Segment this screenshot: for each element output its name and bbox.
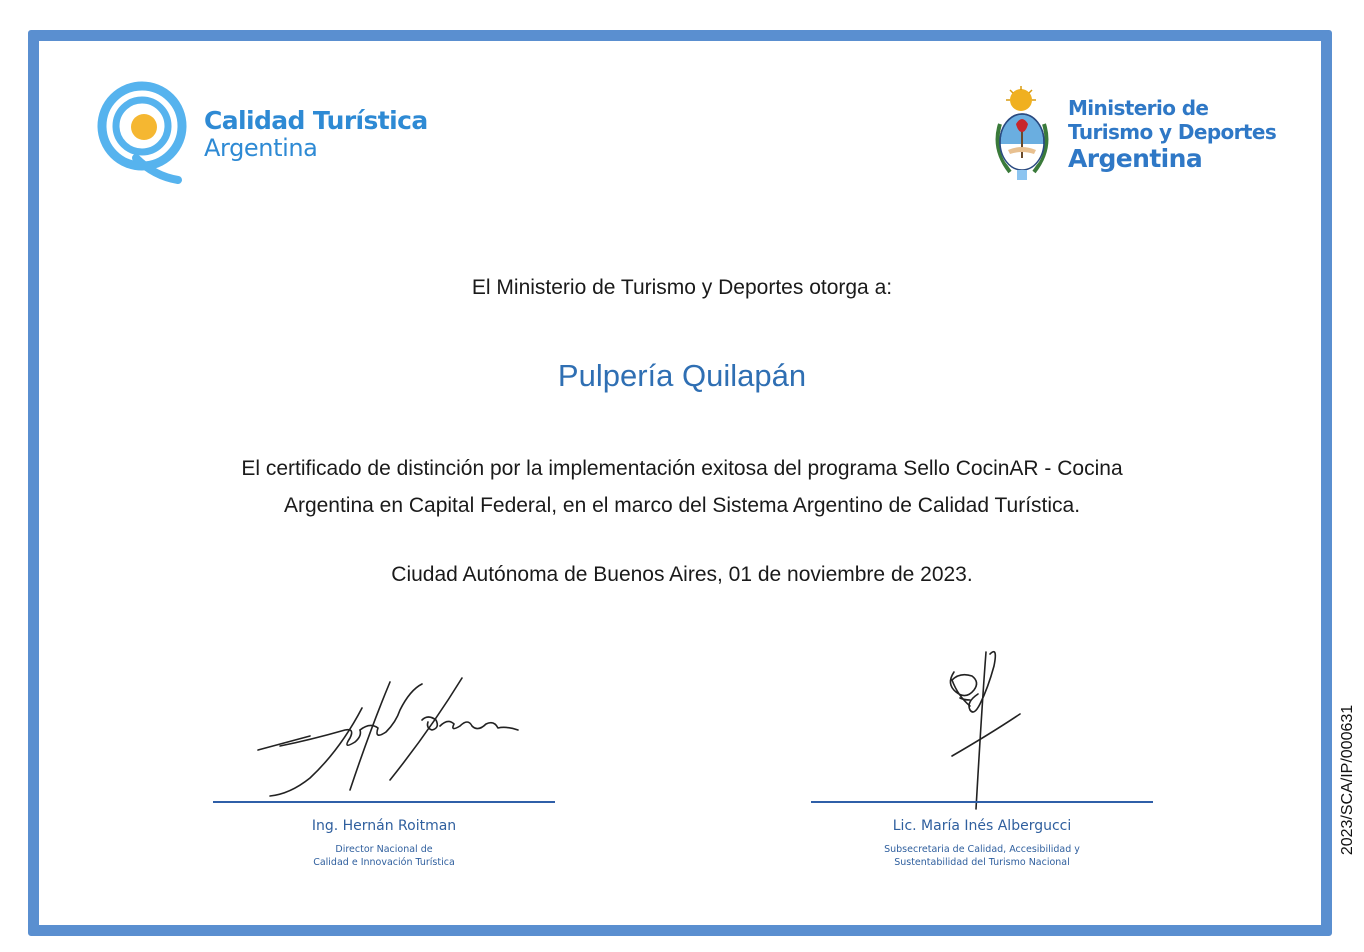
certificate-body-line1: El certificado de distinción por la implementación exitosa del programa Sello CocinAR - Cocina xyxy=(241,457,1123,480)
calidad-q-icon xyxy=(96,80,192,184)
certificate-body xyxy=(0,450,1364,524)
certificate-recipient: Pulpería Quilapán xyxy=(557,358,807,393)
signatory-name-right: Lic. María Inés Albergucci xyxy=(892,818,1072,834)
coat-of-arms-icon xyxy=(988,84,1058,184)
ministerio-logo-line3: Argentina xyxy=(1068,144,1203,173)
document-code-container xyxy=(1336,680,1360,880)
ministerio-logo-line1: Ministerio de xyxy=(1068,96,1209,120)
signatory-role-right xyxy=(811,843,1153,869)
signatory-role-left xyxy=(213,843,555,869)
calidad-logo-title: Calidad Turística xyxy=(204,106,428,135)
signature-albergucci xyxy=(930,644,1040,814)
signatory-role-right-line1: Subsecretaria de Calidad, Accesibilidad y xyxy=(884,844,1080,855)
signature-roitman xyxy=(250,670,530,805)
certificate-intro: El Ministerio de Turismo y Deportes otorga a: xyxy=(471,276,893,299)
signatory-role-left-line2: Calidad e Innovación Turística xyxy=(313,857,455,868)
ministerio-logo-line2: Turismo y Deportes xyxy=(1068,120,1277,144)
calidad-logo-subtitle: Argentina xyxy=(204,134,318,162)
document-code: 2023/SCA/IP/000631 xyxy=(1339,704,1356,856)
ministerio-logo xyxy=(988,84,1278,184)
signatory-name-left: Ing. Hernán Roitman xyxy=(311,818,457,834)
signatory-role-right-line2: Sustentabilidad del Turismo Nacional xyxy=(894,857,1070,868)
certificate-body-line2: Argentina en Capital Federal, en el marco del Sistema Argentino de Calidad Turística. xyxy=(283,494,1081,517)
signature-line-left xyxy=(213,801,555,803)
signatory-role-left-line1: Director Nacional de xyxy=(335,844,433,855)
calidad-turistica-logo xyxy=(96,80,426,186)
certificate-place-date: Ciudad Autónoma de Buenos Aires, 01 de noviembre de 2023. xyxy=(391,563,973,586)
signature-line-right xyxy=(811,801,1153,803)
